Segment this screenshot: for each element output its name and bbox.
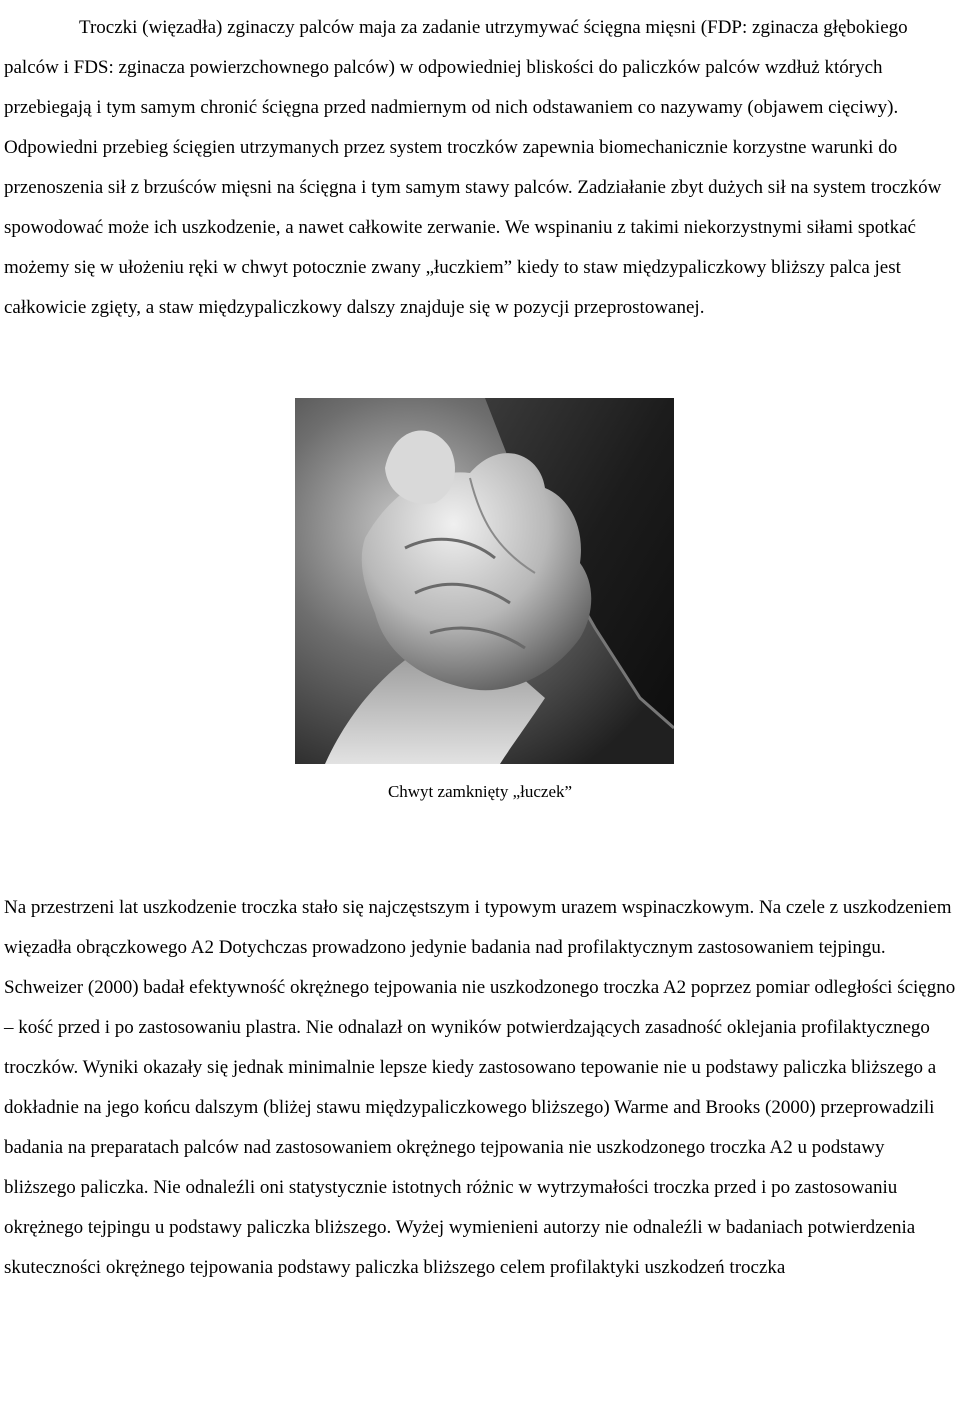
figure-caption: Chwyt zamknięty „łuczek” [387, 782, 573, 801]
intro-paragraph: Troczki (więzadła) zginaczy palców maja za zadanie utrzymywać ścięgna mięsni (FDP: zginacza głębokiego palców i FDS: zginacza powierzchownego palców) w odpowiedniej bliskości do paliczków palców wzdłuż których przebiegają i tym samym chronić ścięgna przed nadmiernym od nich odstawaniem co nazywamy (objawem cięciwy). Odpowiedni przebieg ścięgien utrzymanych przez system troczków zapewnia biomechanicznie korzystne warunki do przenoszenia sił z brzuśców mięsni na ścięgna i tym samym stawy palców. Zadziałanie zbyt dużych sił na system troczków spowodować może ich uszkodzenie, a nawet całkowite zerwanie. We wspinaniu z takimi niekorzystnymi siłami spotkać możemy się w ułożeniu ręki w chwyt potocznie zwany „łuczkiem” kiedy to staw międzypaliczkowy bliższy palca jest całkowicie zgięty, a staw międzypaliczkowy dalszy znajduje się w pozycji przeprostowanej. [4, 17, 942, 318]
body-paragraph: Na przestrzeni lat uszkodzenie troczka stało się najczęstszym i typowym urazem wspinaczkowym. Na czele z uszkodzeniem więzadła obrączkowego A2 Dotychczas prowadzono jedynie badania nad profilaktycznym zastosowaniem tejpingu. Schweizer (2000) badał efektywność okrężnego tejpowania nie uszkodzonego troczka A2 poprzez pomiar odległości ścięgno – kość przed i po zastosowaniu plastra. Nie odnalazł on wyników potwierdzających zasadność oklejania profilaktycznego troczków. Wyniki okazały się jednak minimalnie lepsze kiedy zastosowano tepowanie nie u podstawy paliczka bliższego a dokładnie na jego końcu dalszym (bliżej stawu międzypaliczkowego bliższego) Warme and Brooks (2000) przeprowadzili badania na preparatach palców nad zastosowaniem okrężnego tejpowania nie uszkodzonego troczka A2 u podstawy bliższego paliczka. Nie odnaleźli oni statystycznie istotnych różnic w wytrzymałości troczka przed i po zastosowaniu okrężnego tejpingu u podstawy paliczka bliższego. Wyżej wymienieni autorzy nie odnaleźli w badaniach potwierdzenia skuteczności okrężnego tejpowania podstawy paliczka bliższego celem profilaktyki uszkodzeń troczka [4, 897, 956, 1278]
climbing-grip-photo [295, 398, 674, 764]
